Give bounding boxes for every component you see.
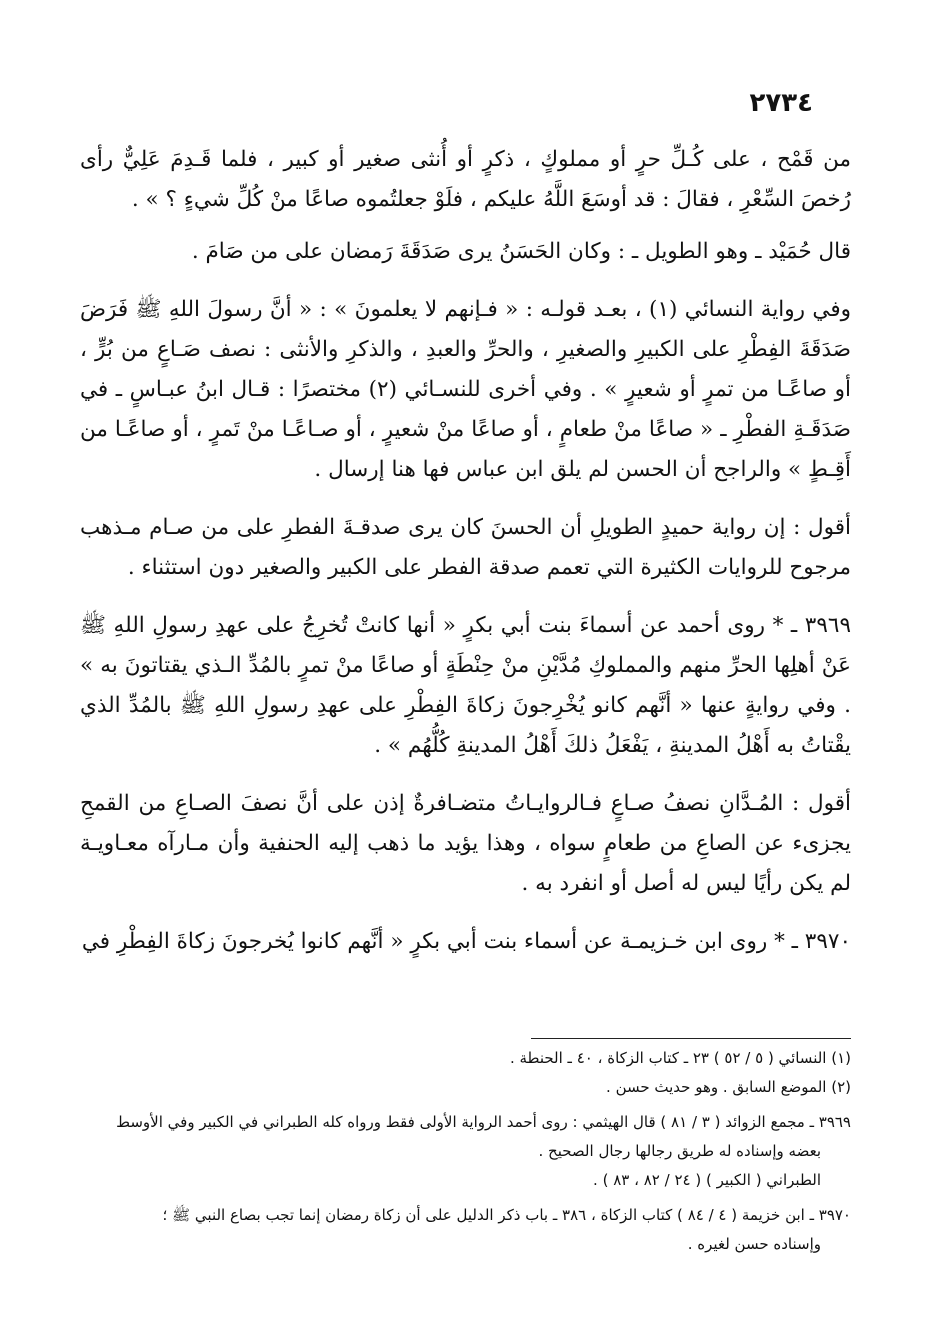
footnote-continuation: وإسناده حسن لغيره . [687, 1235, 821, 1253]
footnote-group [80, 1108, 851, 1195]
hadith-3969: ٣٩٦٩ ـ * روى أحمد عن أسماءَ بنت أبي بكرٍ « أنها كانتْ تُخرِجُ على عهدِ رسولِ اللهِ ﷺ عَنْ أهلِها الحرِّ منهم والمملوكِ مُدَّيْنِ منْ حِنْطَةٍ أو صاعًا منْ تمرٍ بالمُدِّ الـذي يقتاتونَ به » . وفي روايةٍ عنها « أنَّهم كانو يُخْرِجونَ زكاةَ الفِطْرِ على عهدِ رسولِ اللهِ ﷺ بالمُدِّ الذي يقْتاتُ به أَهْلُ المدينةِ ، يَفْعَلُ ذلكَ أَهْلُ المدينةِ كُلُّهُم » . [80, 613, 851, 758]
footnote-group [80, 1201, 851, 1259]
main-text [80, 140, 851, 980]
paragraph: أقول : إن رواية حميدٍ الطويلِ أن الحسنَ كان يرى صدقـةَ الفطرِ على من صـام مـذهب مرجوح للروايات الكثيرة التي تعمم صدقة الفطر على الكبير والصغير دون استثناء . [80, 515, 851, 580]
paragraph: أقول : المُـدَّانِ نصفُ صـاعٍ فـالروايـاتُ متضـافرةٌ إذن على أنَّ نصفَ الصـاعِ من القمحِ يجزىء عن الصاعِ من طعامٍ سواه ، وهذا يؤيد ما ذهب إليه الحنفية وأن مـارآه معـاويـة لم يكن رأيًا ليس له أصل أو انفرد به . [80, 791, 851, 896]
page-number: ٢٧٣٤ [749, 88, 813, 118]
footnotes [80, 1044, 851, 1265]
paragraph: وفي رواية النسائي (١) ، بعـد قولـه : « فـإنهم لا يعلمونَ » : « أنَّ رسولَ اللهِ ﷺ فَرَضَ صَدَقَةَ الفِطْرِ على الكبيرِ والصغيرِ ، والحرِّ والعبدِ ، والذكرِ والأنثى : نصف صَـاعٍ من بُرٍّ ، أو صاعًـا من تمرٍ أو شعيرٍ » . وفي أخرى للنسـائي (٢) مختصرًا : قـال ابنُ عبـاسٍ ـ في صَدَقَـةِ الفطْرِ ـ « صاعًا منْ طعامٍ ، أو صاعًا منْ شعيرٍ ، أو صـاعًـا منْ تَمرٍ ، أو صاعًـا من أَقِـطٍ » والراجح أن الحسن لم يلق ابن عباس فها هنا إرسال . [80, 297, 851, 482]
footnote: (٢) الموضع السابق . وهو حديث حسن . [606, 1078, 851, 1096]
paragraph: قال حُمَيْد ـ وهو الطويل ـ : وكان الحَسَنُ يرى صَدَقَةَ رَمضان على من صَامَ . [191, 239, 851, 264]
footnote-divider [531, 1038, 851, 1039]
paragraph: من قَمْح ، على كُـلِّ حرٍ أو مملوكٍ ، ذكرٍ أو أُنثى صغير أو كبير ، فلما قَـدِمَ عَلِيٌّ رأى رُخصَ السِّعْرِ ، فقالَ : قد أوسَعَ اللَّهُ عليكم ، فلَوْ جعلتُموه صاعًا منْ كُلِّ شيءٍ ؟ » . [80, 147, 851, 212]
footnote: ٣٩٦٩ ـ مجمع الزوائد ( ٣ / ٨١ ) قال الهيثمي : روى أحمد الرواية الأولى فقط ورواه كله الطبراني في الكبير وفي الأوسط [116, 1113, 851, 1131]
footnote-continuation: بعضه وإسناده له طريق رجالها رجال الصحيح . [538, 1142, 821, 1160]
footnote: ٣٩٧٠ ـ ابن خزيمة ( ٤ / ٨٤ ) كتاب الزكاة ، ٣٨٦ ـ باب ذكر الدليل على أن زكاة رمضان إنما تجب بصاع النبي ﷺ ؛ [162, 1206, 851, 1224]
footnote-continuation: الطبراني ( الكبير ) ( ٢٤ / ٨٢ ، ٨٣ ) . [593, 1171, 821, 1189]
hadith-3970: ٣٩٧٠ ـ * روى ابن خـزيمـة عن أسماء بنت أبي بكرٍ « أنَّهم كانوا يُخرجونَ زكاةَ الفِطْرِ في [81, 929, 851, 954]
footnote: (١) النسائي ( ٥ / ٥٢ ) ٢٣ ـ كتاب الزكاة ، ٤٠ ـ الحنطة . [509, 1049, 851, 1067]
footnote-group [80, 1044, 851, 1102]
